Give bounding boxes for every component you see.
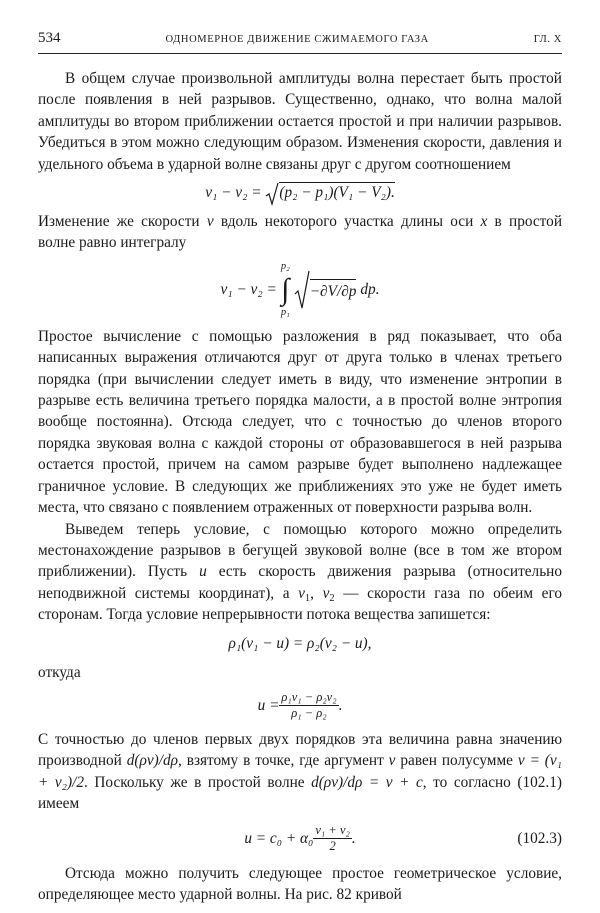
sqrt-sign [265, 182, 279, 206]
formula-5-lhs: u = c₀ + α₀ [244, 829, 314, 847]
p2-text-b: вдоль некоторого участка длины оси [213, 213, 481, 231]
p4-comma: , [310, 584, 314, 602]
formula-5-numerator: v₁ + v₂ [315, 823, 350, 838]
p5-text-b: , взятому в точке, где аргумент [177, 752, 389, 770]
p2-text-c: в простой волне равно интегралу [38, 213, 563, 252]
equation-number: (102.3) [517, 829, 562, 847]
paragraph-3: Простое вычисление с помощью разложения в ряд показывает, что оба написанных выражения отличаются друг от друга только в членах третьего порядка (при вычислении следует иметь в виду, что изменение энтропии в разрыве есть величина третьего порядка малости, а в простой волне энтропия вообще постоянна). Отсюда следует, что с точностью до членов второго порядка звуковая волна с каждой стороны от образовавшегося в ней разрыва остается простой, причем на самом разрыве будет выполнено надлежащее граничное условие. В следующих же приближениях это уже не будет иметь места, что связано с появлением отраженных от поверхности разрыва волн. [38, 327, 562, 517]
p4-sub-1: 1 [304, 592, 311, 604]
integral-upper-limit: p₂ [280, 260, 290, 272]
p4-text-c: — скорости газа по обеим его сторонам. Тогда условие непрерывности потока вещества запишется: [38, 584, 562, 624]
formula-2-dp: dp. [360, 280, 380, 298]
paragraph-5 [38, 729, 562, 815]
formula-102-3 [38, 815, 562, 863]
chapter-label: ГЛ. X [533, 34, 562, 45]
paragraph-4 [38, 519, 562, 626]
p4-sub-2: 2 [329, 592, 335, 604]
paragraph-6: Отсюда можно получить следующее простое геометрическое условие, определяющее место ударной волны. На рис. 82 кривой [38, 864, 562, 903]
paragraph-2 [38, 211, 562, 254]
formula-mass-flux-continuity: ρ₁(v₁ − u) = ρ₂(v₂ − u), [228, 634, 372, 652]
p5-text-a: С точностью до членов первых двух порядков эта величина равна значению производной [38, 730, 562, 770]
integral-lower-limit: p₁ [280, 306, 290, 318]
book-page [38, 30, 562, 905]
p5-derivative: d(ρv)/dρ [126, 752, 178, 770]
formula-5-period: . [351, 829, 356, 847]
p4-var-v1: v [298, 584, 305, 602]
p2-var-v: v [206, 213, 214, 231]
formula-5-fraction [313, 823, 351, 854]
paragraph-1: В общем случае произвольной амплитуды волна перестает быть простой после появления в ней разрывов. Существенно, однако, что волна малой амплитуды во втором приближении остается простой и при наличии разрывов. Убедиться в этом можно следующим образом. Изменения скорости, давления и удельного объема в ударной волне связаны друг с другом соотношением [38, 70, 562, 173]
formula-4-denominator: ρ₁ − ρ₂ [291, 706, 327, 721]
p2-var-x: x [480, 213, 488, 231]
page-number: 534 [38, 30, 61, 46]
p5-relation: d(ρv)/dρ = v + c [311, 773, 423, 791]
p4-var-v2: v [322, 584, 330, 602]
p4-text-a: Выведем теперь условие, с помощью которого можно определить местонахождение разрывов в бегущей звуковой волне (все в том же втором приближении). Пусть [38, 520, 562, 581]
formula-4-fraction [279, 690, 338, 721]
word-otkuda: откуда [38, 663, 81, 681]
formula-1-radicand: (p₂ − p₁)(V₁ − V₂). [279, 184, 395, 202]
formula-2-radicand: −∂V/∂p [310, 279, 357, 301]
header-rule [38, 53, 562, 54]
formula-4-period: . [338, 696, 343, 714]
p4-var-u: u [199, 563, 207, 581]
formula-4-lhs: u = [257, 696, 280, 714]
running-title: ОДНОМЕРНОЕ ДВИЖЕНИЕ СЖИМАЕМОГО ГАЗА [165, 34, 429, 45]
formula-2-lhs: v₁ − v₂ = [220, 280, 277, 298]
p5-var-v: v [388, 752, 396, 770]
formula-5-denominator: 2 [329, 839, 336, 854]
p2-text-a: Изменение же скорости [38, 213, 207, 231]
p5-text-e: , то согласно (102.1) имеем [38, 773, 562, 813]
formula-discontinuity-velocity [38, 683, 562, 729]
sqrt-sign-2 [294, 270, 310, 310]
formula-simple-wave-integral [38, 254, 562, 326]
integral-sign: ∫ [281, 272, 290, 306]
p5-half-sum: v = (v₁ + v₂)/2 [38, 752, 563, 791]
page-header [38, 30, 562, 47]
p5-text-c: равен полусумме [395, 752, 518, 770]
formula-1-lhs: v₁ − v₂ = [205, 184, 266, 202]
formula-shock-relation [38, 175, 562, 211]
p5-text-d: . Поскольку же в простой волне [83, 773, 312, 791]
formula-4-numerator: ρ₁v₁ − ρ₂v₂ [281, 690, 337, 705]
p4-text-b: есть скорость движения разрыва (относительно неподвижной системы координат), а [38, 563, 563, 602]
integral [281, 261, 290, 319]
